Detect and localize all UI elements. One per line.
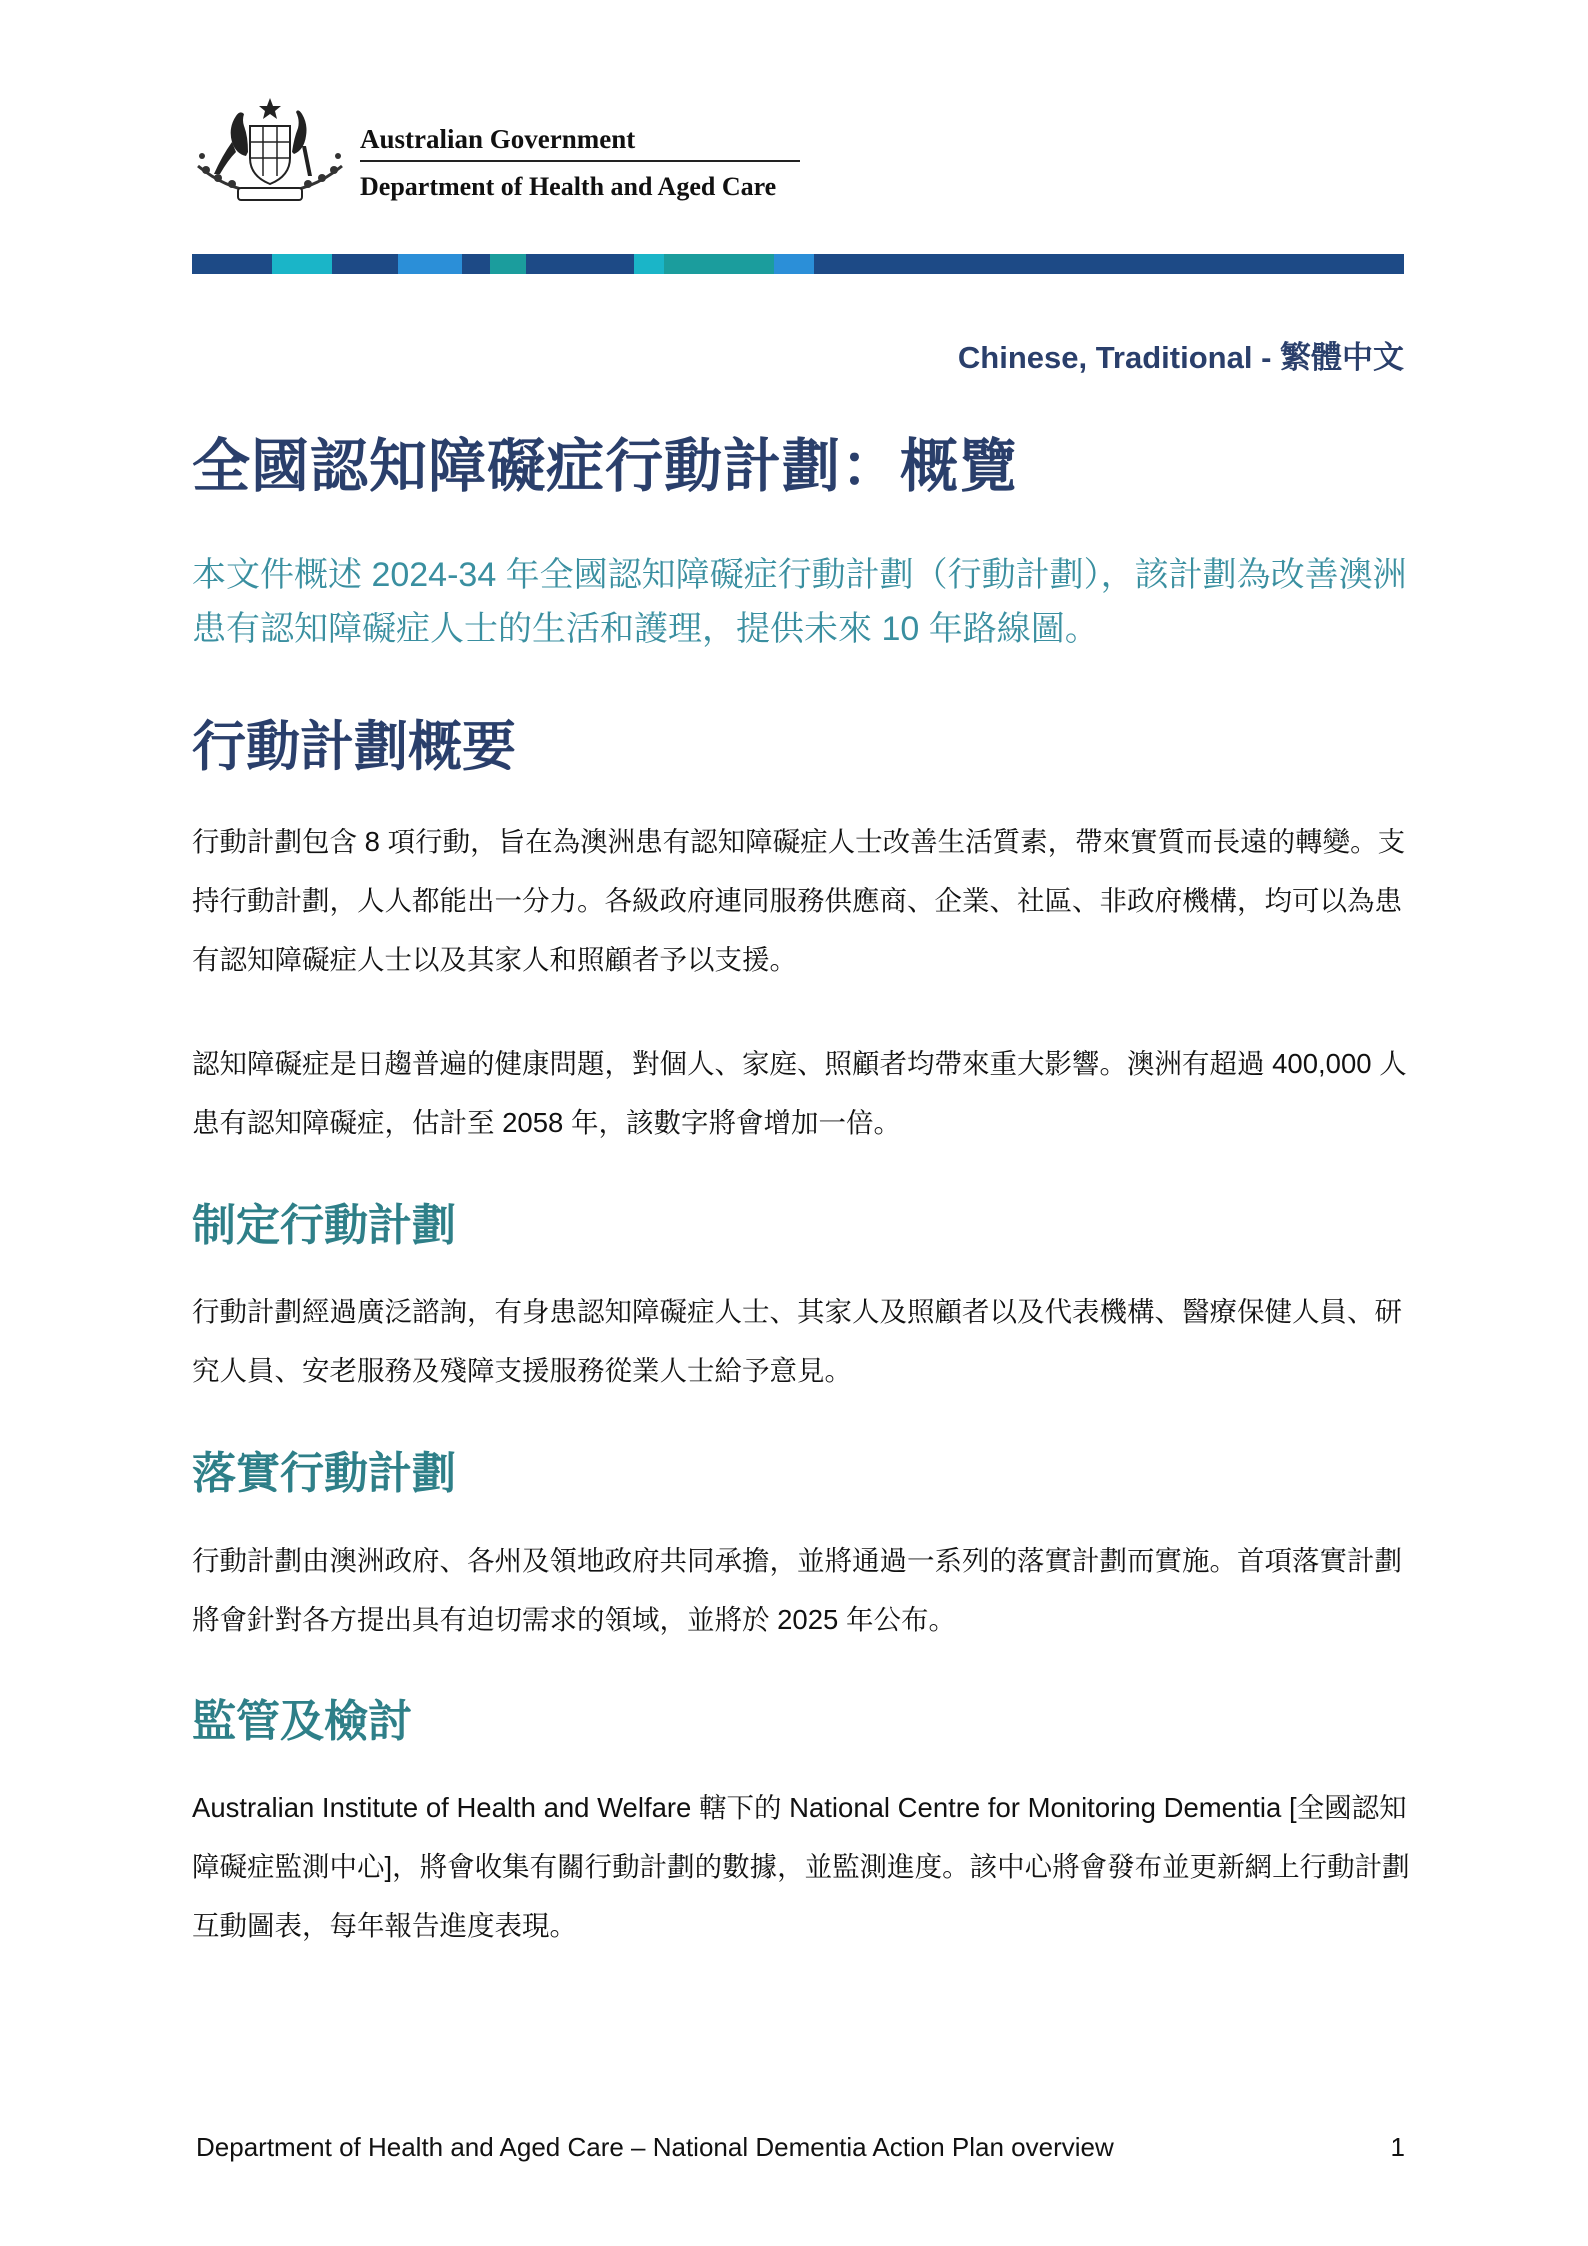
implementation-paragraph: 行動計劃由澳洲政府、各州及領地政府共同承擔，並將通過一系列的落實計劃而實施。首項落實計劃將會針對各方提出具有迫切需求的領域，並將於 2025 年公布。 — [192, 1545, 1402, 1635]
intro-paragraph: 本文件概述 2024-34 年全國認知障礙症行動計劃（行動計劃），該計劃為改善澳洲患有認知障礙症人士的生活和護理，提供未來 10 年路線圖。 — [192, 556, 1407, 648]
overview-paragraph-1: 行動計劃包含 8 項行動，旨在為澳洲患有認知障礙症人士改善生活質素，帶來實質而長遠的轉變。支持行動計劃，人人都能出一分力。各級政府連同服務供應商、企業、社區、非政府機構，均可以為患有認知障礙症人士以及其家人和照顧者予以支援。 — [192, 826, 1406, 975]
footer-text: Department of Health and Aged Care – National Dementia Action Plan overview — [196, 2132, 1114, 2162]
page-title: 全國認知障礙症行動計劃：概覽 — [192, 434, 1019, 499]
header-color-stripe — [192, 254, 1404, 274]
page-number: 1 — [1390, 2132, 1405, 2162]
department-name: Department of Health and Aged Care — [360, 172, 777, 201]
stripe-segment — [664, 254, 774, 274]
stripe-segment — [774, 254, 814, 274]
development-paragraph: 行動計劃經過廣泛諮詢，有身患認知障礙症人士、其家人及照顧者以及代表機構、醫療保健人員、研究人員、安老服務及殘障支援服務從業人士給予意見。 — [192, 1296, 1402, 1386]
stripe-segment — [272, 254, 332, 274]
section-heading-monitoring: 監管及檢討 — [192, 1697, 412, 1746]
government-name: Australian Government — [360, 124, 800, 162]
section-heading-implementation: 落實行動計劃 — [192, 1449, 456, 1498]
stripe-segment — [526, 254, 634, 274]
section-heading-development: 制定行動計劃 — [192, 1201, 456, 1250]
stripe-segment — [332, 254, 398, 274]
section-heading-overview: 行動計劃概要 — [192, 717, 516, 777]
stripe-segment — [814, 254, 1404, 274]
stripe-segment — [192, 254, 272, 274]
monitoring-paragraph: Australian Institute of Health and Welfare 轄下的 National Centre for Monitoring Dementia [全國認知障礙症監測中心]，將會收集有關行動計劃的數據，並監測進度。該中心將會發布並更新網上行動計劃互動圖表，每年報告進度表現。 — [192, 1792, 1410, 1941]
language-label: Chinese, Traditional - 繁體中文 — [957, 340, 1404, 375]
stripe-segment — [490, 254, 526, 274]
stripe-segment — [462, 254, 490, 274]
stripe-segment — [634, 254, 664, 274]
commonwealth-coat-of-arms-icon — [192, 96, 348, 206]
stripe-segment — [398, 254, 462, 274]
overview-paragraph-2: 認知障礙症是日趨普遍的健康問題，對個人、家庭、照顧者均帶來重大影響。澳洲有超過 400,000 人患有認知障礙症，估計至 2058 年，該數字將會增加一倍。 — [192, 1048, 1407, 1138]
